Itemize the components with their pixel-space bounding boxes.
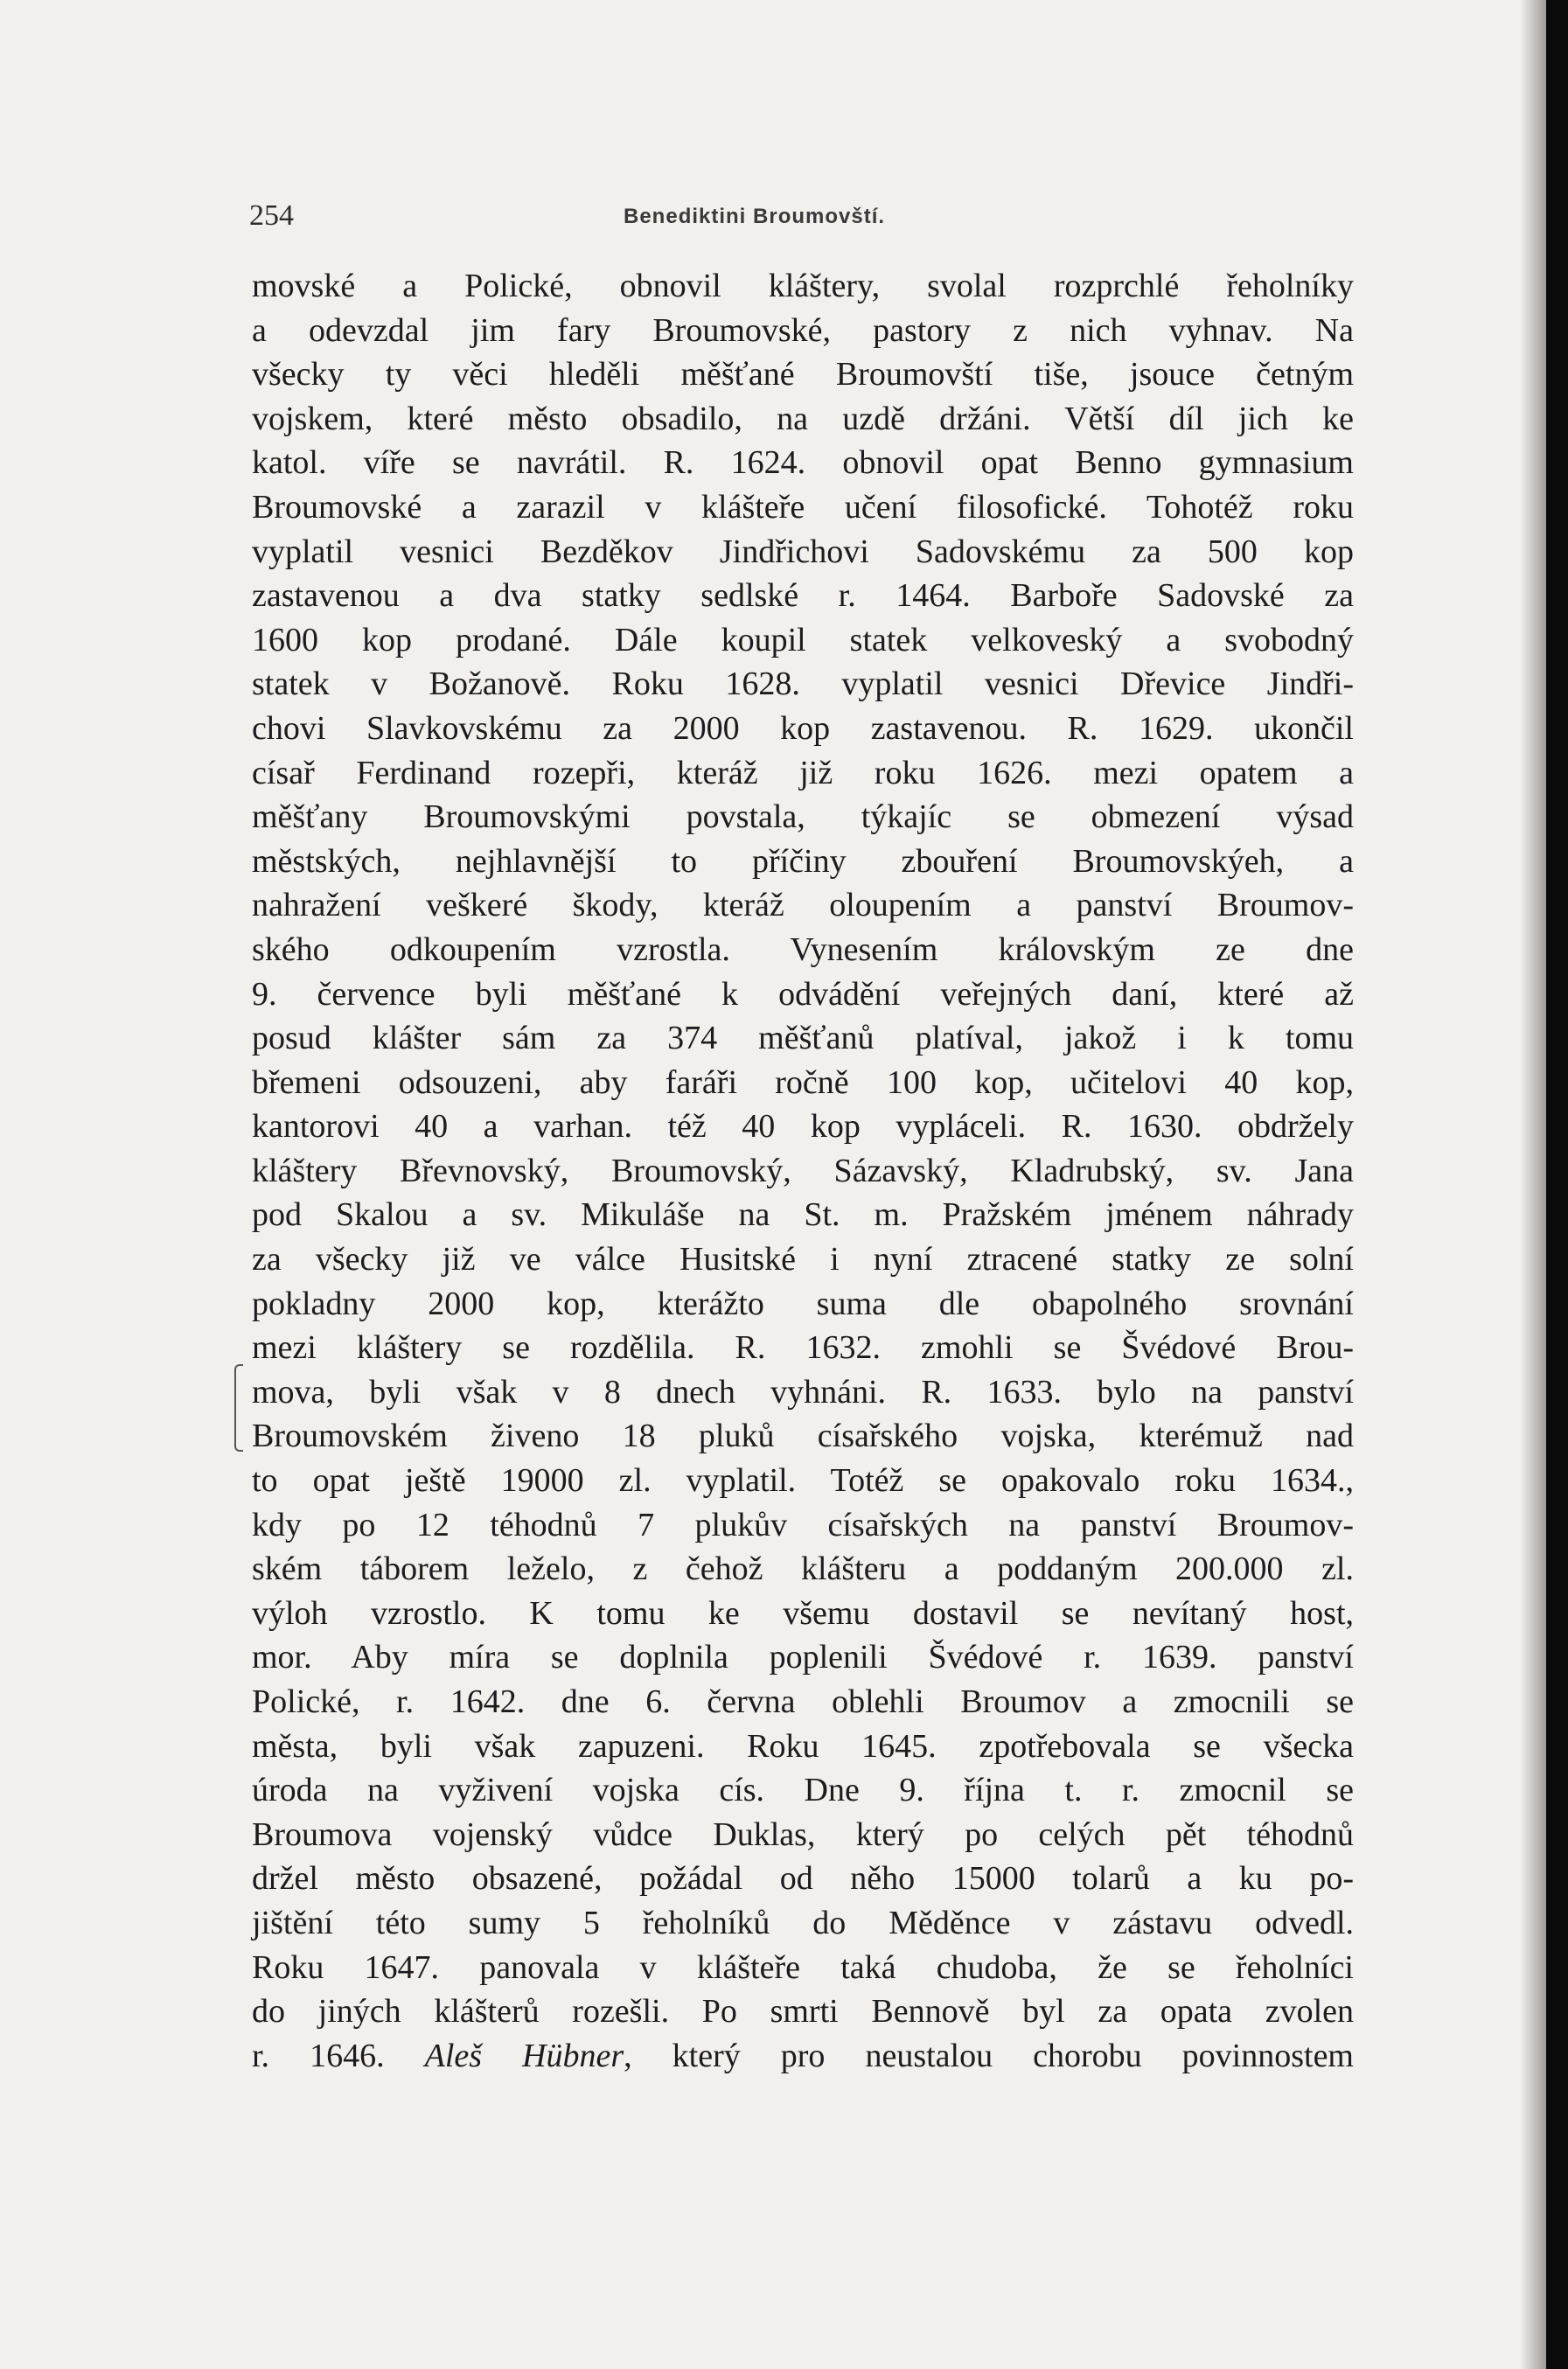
text-line: posud klášter sám za 374 měšťanů platíval, jakož i k tomu xyxy=(252,1020,1354,1057)
text-line: kdy po 12 téhodnů 7 plukův císařských na panství Broumov- xyxy=(252,1506,1354,1543)
text-line: kantorovi 40 a varhan. též 40 kop vypláceli. R. 1630. obdržely xyxy=(252,1108,1354,1146)
text-line: úroda na vyživení vojska cís. Dne 9. října t. r. zmocnil se xyxy=(252,1772,1354,1809)
running-title: Benediktini Broumovští. xyxy=(624,205,886,228)
text-line: císař Ferdinand rozepři, kteráž již roku 1626. mezi opatem a xyxy=(252,754,1354,791)
text-line: pokladny 2000 kop, kterážto suma dle obapolného srovnání xyxy=(252,1285,1354,1322)
text-line: movské a Polické, obnovil kláštery, svolal rozprchlé řeholníky xyxy=(252,268,1354,304)
text-line: to opat ještě 19000 zl. vyplatil. Totéž se opakovalo roku 1634., xyxy=(252,1462,1354,1500)
text-line: a odevzdal jim fary Broumovské, pastory z nich vyhnav. Na xyxy=(252,311,1354,349)
last-line-start: r. 1646. xyxy=(252,2037,425,2074)
page-header xyxy=(249,199,1334,234)
text-line: za všecky již ve válce Husitské i nyní ztracené statky ze solní xyxy=(252,1241,1354,1279)
text-line: statek v Božanově. Roku 1628. vyplatil vesnici Dřevice Jindři- xyxy=(252,665,1354,703)
text-line: města, byli však zapuzeni. Roku 1645. zpotřebovala se všecka xyxy=(252,1727,1354,1765)
text-line: do jiných klášterů rozešli. Po smrti Bennově byl za opata zvolen xyxy=(252,1993,1354,2031)
text-line: břemeni odsouzeni, aby faráři ročně 100 kop, učitelovi 40 kop, xyxy=(252,1063,1354,1101)
text-line: Broumova vojenský vůdce Duklas, který po celých pět téhodnů xyxy=(252,1815,1354,1853)
text-line: Broumovském živeno 18 pluků císařského vojska, kterémuž nad xyxy=(252,1418,1354,1455)
text-line: mova, byli však v 8 dnech vyhnáni. R. 1633. bylo na panství xyxy=(252,1373,1354,1411)
text-line: vyplatil vesnici Bezděkov Jindřichovi Sadovskému za 500 kop xyxy=(252,533,1354,570)
text-line: Polické, r. 1642. dne 6. června oblehli Broumov a zmocnili se xyxy=(252,1683,1354,1720)
scan-border xyxy=(1546,0,1568,2369)
text-line: všecky ty věci hleděli měšťané Broumovští tiše, jsouce četným xyxy=(252,356,1354,394)
text-line: nahražení veškeré škody, kteráž oloupením a panství Broumov- xyxy=(252,887,1354,924)
text-line-last xyxy=(252,2034,1354,2079)
text-line: pod Skalou a sv. Mikuláše na St. m. Pražském jménem náhrady xyxy=(252,1196,1354,1234)
text-line: 9. července byli měšťané k odvádění veřejných daní, které až xyxy=(252,975,1354,1013)
text-line: ském táborem leželo, z čehož klášteru a poddaným 200.000 zl. xyxy=(252,1550,1354,1588)
body-text xyxy=(252,264,1354,2078)
text-line: Roku 1647. panovala v klášteře taká chudoba, že se řeholníci xyxy=(252,1948,1354,1986)
text-line: Broumovské a zarazil v klášteře učení filosofické. Tohotéž roku xyxy=(252,488,1354,526)
text-line: chovi Slavkovskému za 2000 kop zastavenou. R. 1629. ukončil xyxy=(252,709,1354,747)
margin-bracket-mark xyxy=(234,1364,243,1452)
text-line: držel město obsazené, požádal od něho 15000 tolarů a ku po- xyxy=(252,1860,1354,1898)
text-line: katol. víře se navrátil. R. 1624. obnovil opat Benno gymnasium xyxy=(252,444,1354,482)
abbot-name: Aleš Hübner xyxy=(424,2037,624,2074)
last-line-end: , který pro neustalou chorobu povinnostem xyxy=(624,2037,1354,2074)
text-line: jištění této sumy 5 řeholníků do Měděnce v zástavu odvedl. xyxy=(252,1904,1354,1941)
text-line: výloh vzrostlo. K tomu ke všemu dostavil se nevítaný host, xyxy=(252,1594,1354,1632)
text-line: mezi kláštery se rozdělila. R. 1632. zmohli se Švédové Brou- xyxy=(252,1329,1354,1367)
page-number: 254 xyxy=(249,199,294,232)
text-line: kláštery Břevnovský, Broumovský, Sázavský, Kladrubský, sv. Jana xyxy=(252,1152,1354,1189)
text-line: zastavenou a dva statky sedlské r. 1464. Barboře Sadovské za xyxy=(252,577,1354,615)
text-line: ského odkoupením vzrostla. Vynesením královským ze dne xyxy=(252,930,1354,968)
text-line: měšťany Broumovskými povstala, týkajíc se obmezení výsad xyxy=(252,798,1354,836)
text-line: 1600 kop prodané. Dále koupil statek velkoveský a svobodný xyxy=(252,621,1354,658)
page-edge-shadow xyxy=(1520,0,1546,2369)
text-line: mor. Aby míra se doplnila poplenili Švédové r. 1639. panství xyxy=(252,1639,1354,1676)
text-line: vojskem, které město obsadilo, na uzdě držáni. Větší díl jich ke xyxy=(252,400,1354,437)
text-line: městských, nejhlavnější to příčiny zbouření Broumovskýeh, a xyxy=(252,842,1354,880)
